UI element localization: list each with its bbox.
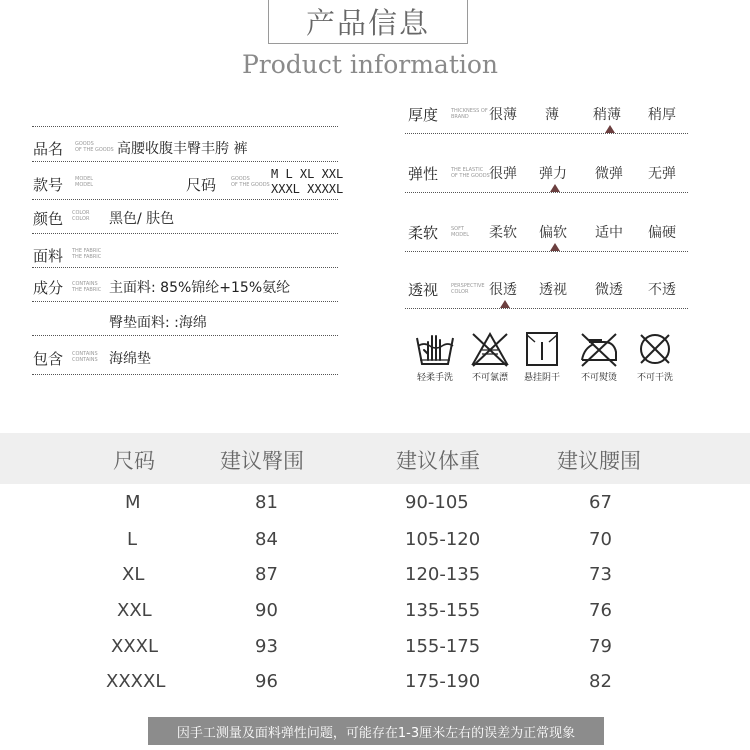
care-item: [512, 330, 572, 383]
table-cell: 96: [255, 671, 278, 692]
attr-label: 弹性: [408, 165, 439, 183]
table-cell: 155-175: [405, 636, 481, 657]
table-cell: 84: [255, 529, 278, 550]
attr-option: 稍厚: [648, 107, 676, 123]
selected-marker: [550, 184, 560, 192]
divider: [32, 199, 338, 200]
table-cell: 81: [255, 492, 278, 513]
model-label: 款号: [33, 176, 64, 194]
table-header-cell: 建议腰围: [557, 449, 641, 473]
attr-tiny: SOFT MODEL: [451, 226, 470, 238]
divider: [405, 133, 688, 134]
table-cell: 90: [255, 600, 278, 621]
fabric-tiny: THE FABRIC THE FABRIC: [72, 248, 102, 260]
name-value: 高腰收腹丰臀丰胯 裤: [117, 141, 248, 157]
care-label: 悬挂阴干: [523, 373, 560, 383]
attr-tiny: THICKNESS OF BRAND: [451, 108, 488, 120]
name-tiny: GOODS OF THE GOODS: [75, 141, 114, 153]
table-cell: M: [125, 492, 141, 513]
table-header-cell: 尺码: [113, 449, 155, 473]
attr-option: 柔软: [489, 225, 517, 241]
page-title: 产品信息: [305, 6, 430, 40]
table-header-cell: 建议体重: [396, 449, 480, 473]
selected-marker: [550, 243, 560, 251]
attr-option: 稍薄: [593, 107, 621, 123]
care-label: 轻柔手洗: [416, 373, 453, 383]
attr-option: 偏软: [539, 225, 567, 241]
attr-tiny: THE ELASTIC OF THE GOODS: [451, 167, 490, 179]
table-cell: 105-120: [405, 529, 481, 550]
table-cell: 79: [589, 636, 612, 657]
contains-tiny: CONTAINS CONTAINS: [72, 351, 98, 363]
model-tiny: MODEL MODEL: [75, 176, 94, 188]
composition-label: 成分: [33, 279, 64, 297]
table-cell: 93: [255, 636, 278, 657]
table-cell: XXXXL: [106, 671, 166, 692]
care-item: [405, 330, 465, 383]
contains-label: 包含: [33, 350, 64, 368]
color-value: 黑色/ 肤色: [109, 211, 175, 227]
divider: [405, 308, 688, 309]
size-tiny: GOODS OF THE GOODS: [231, 176, 270, 188]
title-box: [268, 0, 468, 44]
divider: [32, 233, 338, 234]
table-cell: XL: [122, 564, 145, 585]
divider: [32, 335, 338, 336]
table-cell: 76: [589, 600, 612, 621]
table-cell: 175-190: [405, 671, 481, 692]
no-dry-clean-icon: [634, 330, 676, 368]
care-item: [460, 330, 520, 383]
table-cell: XXL: [117, 600, 152, 621]
care-label: 不可氯漂: [471, 373, 508, 383]
attr-label: 透视: [408, 281, 439, 299]
composition-pad: 臀垫面料: :海绵: [109, 315, 207, 331]
table-cell: XXXL: [111, 636, 159, 657]
table-cell: L: [127, 529, 138, 550]
attr-option: 适中: [595, 225, 623, 241]
attr-option: 很薄: [489, 107, 517, 123]
contains-value: 海绵垫: [109, 351, 151, 367]
attr-option: 薄: [545, 107, 559, 123]
attr-tiny: PERSPECTIVE COLOR: [451, 283, 485, 295]
table-header-cell: 建议臀围: [220, 449, 304, 473]
attr-option: 不透: [648, 282, 676, 298]
table-cell: 90-105: [405, 492, 469, 513]
hang-dry-shade-icon: [521, 330, 563, 368]
care-label: 不可熨烫: [580, 373, 617, 383]
table-cell: 82: [589, 671, 612, 692]
gentle-hand-wash-icon: [414, 330, 456, 368]
composition-main: 主面料: 85%锦纶+15%氨纶: [109, 280, 291, 296]
care-item: [569, 330, 629, 383]
divider: [405, 251, 688, 252]
attr-option: 无弹: [648, 166, 676, 182]
attr-label: 厚度: [408, 106, 439, 124]
size-label: 尺码: [186, 176, 217, 194]
size-value: M L XL XXL XXXL XXXXL: [271, 167, 344, 196]
color-tiny: COLOR COLOR: [72, 210, 90, 222]
measurement-note: 因手工测量及面料弹性问题，可能存在1-3厘米左右的误差为正常现象: [148, 717, 604, 745]
attr-option: 透视: [539, 282, 567, 298]
attr-option: 微透: [595, 282, 623, 298]
attr-label: 柔软: [408, 224, 439, 242]
divider: [32, 301, 338, 302]
care-label: 不可干洗: [636, 373, 673, 383]
selected-marker: [605, 125, 615, 133]
selected-marker: [500, 300, 510, 308]
no-bleach-icon: [469, 330, 511, 368]
divider: [405, 192, 688, 193]
name-label: 品名: [33, 140, 64, 158]
attr-option: 很透: [489, 282, 517, 298]
page-subtitle: Product information: [241, 50, 499, 79]
divider: [32, 267, 338, 268]
attr-option: 很弹: [489, 166, 517, 182]
color-label: 颜色: [33, 210, 64, 228]
care-item: [625, 330, 685, 383]
fabric-label: 面料: [33, 247, 64, 265]
attr-option: 偏硬: [648, 225, 676, 241]
table-cell: 135-155: [405, 600, 481, 621]
attr-option: 弹力: [539, 166, 567, 182]
divider: [32, 374, 338, 375]
table-cell: 120-135: [405, 564, 481, 585]
table-cell: 67: [589, 492, 612, 513]
table-cell: 70: [589, 529, 612, 550]
table-cell: 87: [255, 564, 278, 585]
no-iron-icon: [578, 330, 620, 368]
table-cell: 73: [589, 564, 612, 585]
divider: [32, 161, 338, 162]
attr-option: 微弹: [595, 166, 623, 182]
divider: [32, 126, 338, 127]
composition-tiny: CONTAINS THE FABRIC: [72, 281, 102, 293]
